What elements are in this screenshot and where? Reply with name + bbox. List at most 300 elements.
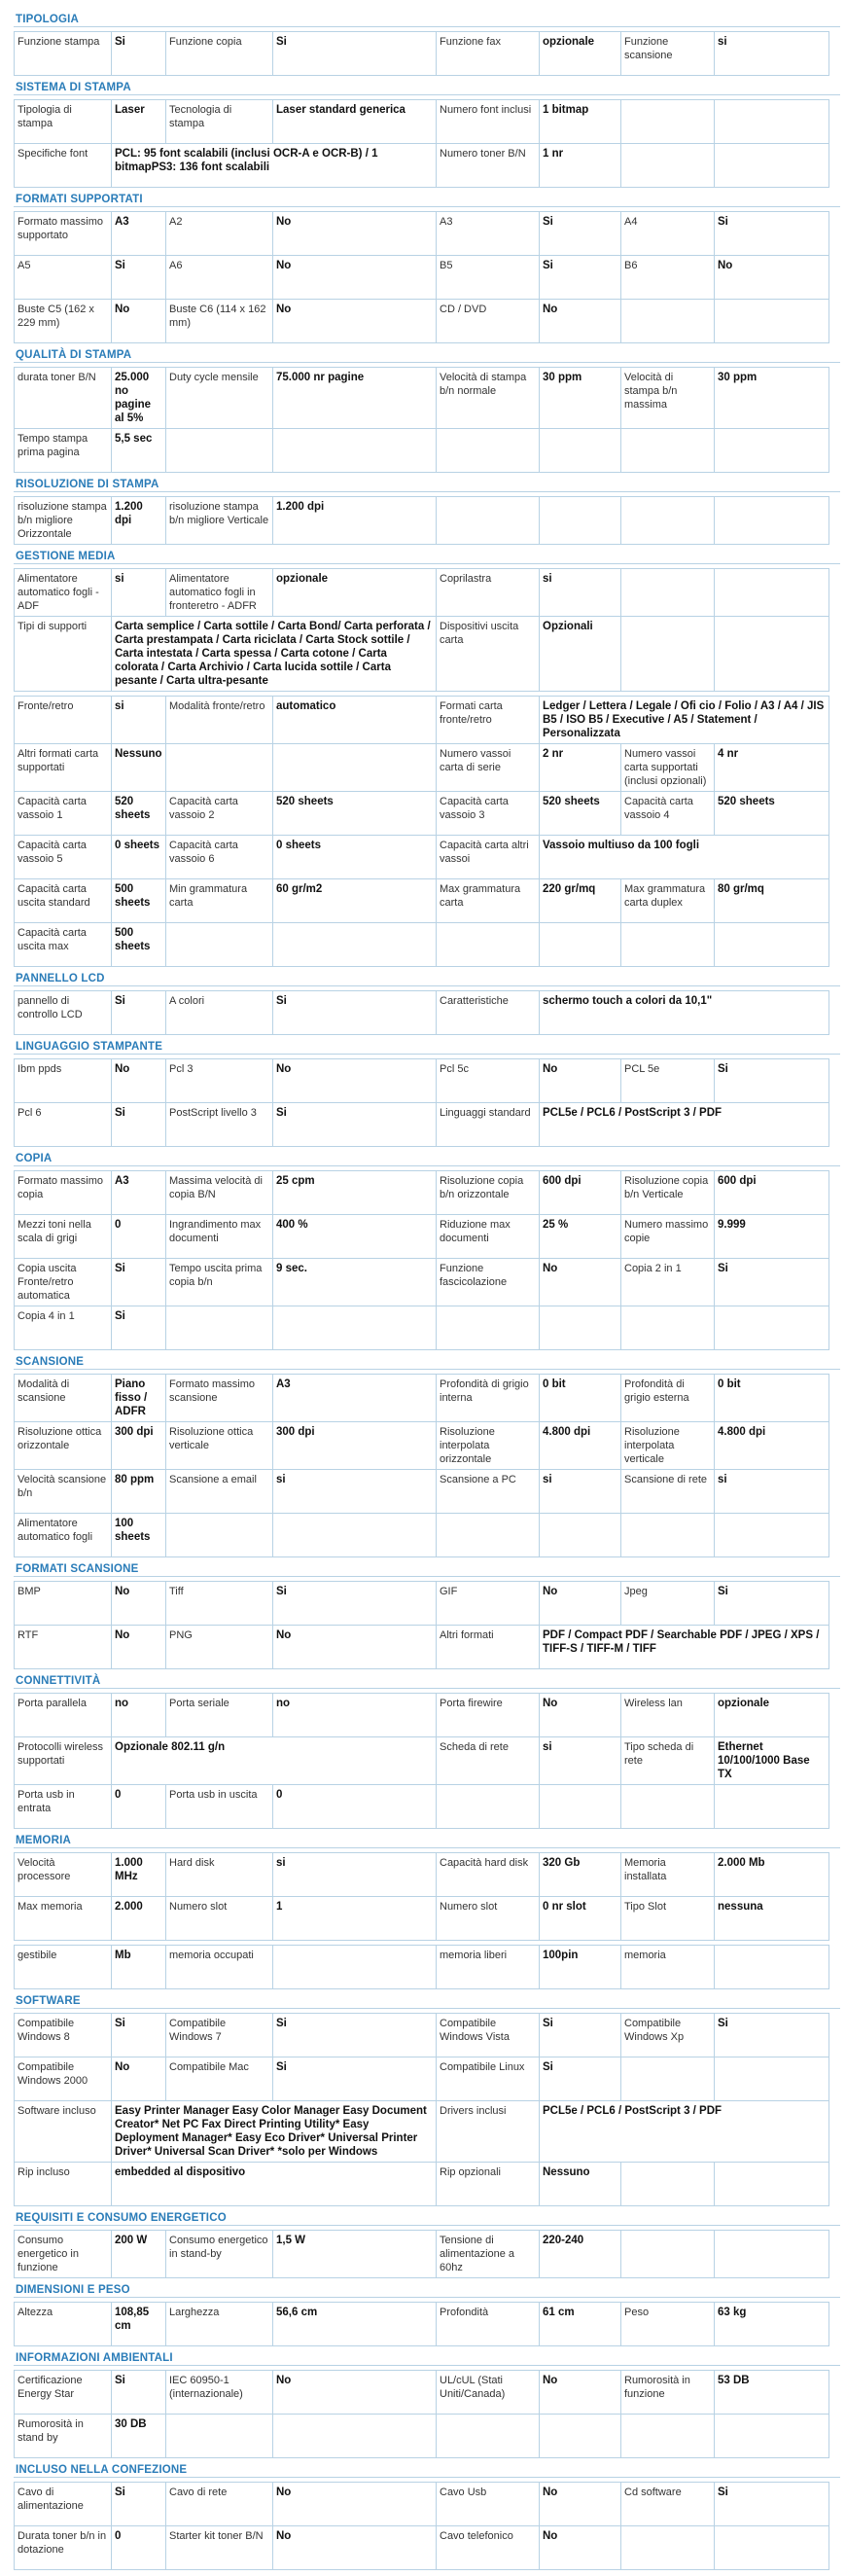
spec-table bbox=[14, 1170, 829, 1350]
spec-table bbox=[14, 496, 829, 545]
spec-value: Laser bbox=[112, 100, 166, 144]
section-title: PANNELLO LCD bbox=[14, 973, 840, 986]
spec-value: 600 dpi bbox=[715, 1171, 829, 1215]
spec-label: Compatibile Mac bbox=[166, 2057, 273, 2101]
spec-value: Si bbox=[715, 212, 829, 256]
section-pannello-lcd bbox=[14, 973, 840, 1035]
spec-label: risoluzione stampa b/n migliore Verticale bbox=[166, 497, 273, 545]
spec-value: PDF / Compact PDF / Searchable PDF / JPEG / XPS / TIFF-S / TIFF-M / TIFF bbox=[540, 1626, 829, 1669]
table-row bbox=[15, 2101, 829, 2163]
spec-label: Specifiche font bbox=[15, 144, 112, 188]
spec-label: PNG bbox=[166, 1626, 273, 1669]
spec-value: PCL: 95 font scalabili (inclusi OCR-A e OCR-B) / 1 bitmapPS3: 136 font scalabili bbox=[112, 144, 437, 188]
spec-label: Scheda di rete bbox=[437, 1737, 540, 1785]
spec-value: Si bbox=[540, 212, 621, 256]
spec-label bbox=[621, 2231, 715, 2278]
spec-label: Drivers inclusi bbox=[437, 2101, 540, 2163]
spec-label: Consumo energetico in funzione bbox=[15, 2231, 112, 2278]
spec-value bbox=[715, 300, 829, 343]
section-linguaggio-stampante bbox=[14, 1041, 840, 1147]
spec-table bbox=[14, 696, 829, 967]
section-title: MEMORIA bbox=[14, 1835, 840, 1848]
table-row bbox=[15, 1853, 829, 1897]
table-row bbox=[15, 923, 829, 967]
section-title: DIMENSIONI E PESO bbox=[14, 2284, 840, 2298]
spec-value: Nessuno bbox=[112, 744, 166, 792]
table-row bbox=[15, 569, 829, 617]
spec-value: No bbox=[112, 1582, 166, 1626]
spec-label: Software incluso bbox=[15, 2101, 112, 2163]
spec-label: Capacità carta uscita standard bbox=[15, 879, 112, 923]
spec-label: memoria bbox=[621, 1946, 715, 1989]
spec-label bbox=[437, 429, 540, 473]
spec-value bbox=[715, 1946, 829, 1989]
spec-value: No bbox=[273, 1059, 437, 1103]
spec-value: Ledger / Lettera / Legale / Ofi cio / Folio / A3 / A4 / JIS B5 / ISO B5 / Executive / A5 / Statement / Personalizzata bbox=[540, 697, 829, 744]
spec-value: Si bbox=[112, 991, 166, 1035]
spec-label: A5 bbox=[15, 256, 112, 300]
table-row bbox=[15, 1470, 829, 1514]
spec-table bbox=[14, 367, 829, 473]
spec-label: RTF bbox=[15, 1626, 112, 1669]
spec-label: Min grammatura carta bbox=[166, 879, 273, 923]
spec-label: Altri formati carta supportati bbox=[15, 744, 112, 792]
spec-value: No bbox=[540, 1059, 621, 1103]
spec-value: Si bbox=[112, 1103, 166, 1147]
spec-value: 1 nr bbox=[540, 144, 621, 188]
spec-label: Velocità scansione b/n bbox=[15, 1470, 112, 1514]
spec-value: 2.000 Mb bbox=[715, 1853, 829, 1897]
spec-label: Starter kit toner B/N bbox=[166, 2526, 273, 2570]
spec-value bbox=[715, 923, 829, 967]
spec-label: Tensione di alimentazione a 60hz bbox=[437, 2231, 540, 2278]
spec-label bbox=[621, 569, 715, 617]
spec-label: Rip opzionali bbox=[437, 2163, 540, 2206]
table-row bbox=[15, 1694, 829, 1737]
spec-value: 80 ppm bbox=[112, 1470, 166, 1514]
spec-value: 9 sec. bbox=[273, 1259, 437, 1306]
table-row bbox=[15, 256, 829, 300]
spec-label: Compatibile Windows Vista bbox=[437, 2014, 540, 2057]
spec-label bbox=[166, 2415, 273, 2458]
section-title: REQUISITI E CONSUMO ENERGETICO bbox=[14, 2212, 840, 2226]
section-title: INCLUSO NELLA CONFEZIONE bbox=[14, 2464, 840, 2478]
spec-value bbox=[715, 497, 829, 545]
table-row bbox=[15, 1059, 829, 1103]
section-title: GESTIONE MEDIA bbox=[14, 551, 840, 564]
spec-label: Jpeg bbox=[621, 1582, 715, 1626]
spec-value: No bbox=[540, 300, 621, 343]
spec-label bbox=[437, 1785, 540, 1829]
spec-value: 0 bbox=[112, 1785, 166, 1829]
spec-value: 75.000 nr pagine bbox=[273, 368, 437, 429]
table-row bbox=[15, 1626, 829, 1669]
spec-value: 520 sheets bbox=[273, 792, 437, 836]
spec-value: si bbox=[273, 1470, 437, 1514]
spec-value: 2 nr bbox=[540, 744, 621, 792]
spec-value: No bbox=[112, 2057, 166, 2101]
spec-value: No bbox=[540, 1582, 621, 1626]
spec-value: Piano fisso / ADFR bbox=[112, 1375, 166, 1422]
spec-value: si bbox=[540, 1470, 621, 1514]
table-row bbox=[15, 1103, 829, 1147]
spec-value: Si bbox=[273, 1582, 437, 1626]
spec-label: Numero vassoi carta di serie bbox=[437, 744, 540, 792]
spec-value bbox=[273, 429, 437, 473]
spec-value: 9.999 bbox=[715, 1215, 829, 1259]
table-row bbox=[15, 2014, 829, 2057]
section-title: SOFTWARE bbox=[14, 1995, 840, 2009]
spec-label: Numero font inclusi bbox=[437, 100, 540, 144]
spec-label: Pcl 3 bbox=[166, 1059, 273, 1103]
table-row bbox=[15, 32, 829, 76]
spec-label: Velocità di stampa b/n normale bbox=[437, 368, 540, 429]
spec-table bbox=[14, 1945, 829, 1989]
spec-value bbox=[273, 923, 437, 967]
spec-value bbox=[715, 2526, 829, 2570]
spec-label: Risoluzione ottica verticale bbox=[166, 1422, 273, 1470]
spec-value bbox=[273, 1946, 437, 1989]
spec-value: 220-240 bbox=[540, 2231, 621, 2278]
spec-label: Profondità di grigio esterna bbox=[621, 1375, 715, 1422]
table-row bbox=[15, 212, 829, 256]
spec-value: 600 dpi bbox=[540, 1171, 621, 1215]
spec-table bbox=[14, 99, 829, 188]
section-requisiti-e-consumo-energetico bbox=[14, 2212, 840, 2278]
spec-label: Certificazione Energy Star bbox=[15, 2371, 112, 2415]
spec-label: Velocità di stampa b/n massima bbox=[621, 368, 715, 429]
spec-label: Numero vassoi carta supportati (inclusi opzionali) bbox=[621, 744, 715, 792]
spec-label: Tiff bbox=[166, 1582, 273, 1626]
spec-label: Compatibile Windows Xp bbox=[621, 2014, 715, 2057]
spec-value bbox=[273, 744, 437, 792]
spec-value: 25.000 no pagine al 5% bbox=[112, 368, 166, 429]
spec-table bbox=[14, 1581, 829, 1669]
table-row bbox=[15, 2303, 829, 2346]
table-row bbox=[15, 991, 829, 1035]
spec-table bbox=[14, 568, 829, 692]
spec-label: Durata toner b/n in dotazione bbox=[15, 2526, 112, 2570]
spec-label: Compatibile Windows 7 bbox=[166, 2014, 273, 2057]
spec-value: PCL5e / PCL6 / PostScript 3 / PDF bbox=[540, 1103, 829, 1147]
spec-value: 400 % bbox=[273, 1215, 437, 1259]
section-copia bbox=[14, 1153, 840, 1350]
spec-table bbox=[14, 990, 829, 1035]
spec-value: No bbox=[540, 1694, 621, 1737]
spec-label: A colori bbox=[166, 991, 273, 1035]
spec-label: Velocità processore bbox=[15, 1853, 112, 1897]
table-row bbox=[15, 1306, 829, 1350]
spec-value: Si bbox=[112, 2014, 166, 2057]
spec-label: B5 bbox=[437, 256, 540, 300]
spec-value: 520 sheets bbox=[540, 792, 621, 836]
spec-value: Si bbox=[112, 1259, 166, 1306]
spec-label: CD / DVD bbox=[437, 300, 540, 343]
spec-value bbox=[540, 2415, 621, 2458]
spec-label: Coprilastra bbox=[437, 569, 540, 617]
spec-label: Compatibile Linux bbox=[437, 2057, 540, 2101]
spec-value: 300 dpi bbox=[273, 1422, 437, 1470]
spec-label: Duty cycle mensile bbox=[166, 368, 273, 429]
spec-value: 200 W bbox=[112, 2231, 166, 2278]
table-row bbox=[15, 836, 829, 879]
section-risoluzione-di-stampa bbox=[14, 479, 840, 545]
spec-value: Si bbox=[112, 1306, 166, 1350]
spec-value: Si bbox=[715, 2014, 829, 2057]
spec-label: Capacità hard disk bbox=[437, 1853, 540, 1897]
spec-value: 2.000 bbox=[112, 1897, 166, 1941]
spec-value: No bbox=[715, 256, 829, 300]
spec-value bbox=[715, 2415, 829, 2458]
spec-label: Ibm ppds bbox=[15, 1059, 112, 1103]
spec-label: Tecnologia di stampa bbox=[166, 100, 273, 144]
spec-value: Si bbox=[273, 2057, 437, 2101]
spec-label: Cavo Usb bbox=[437, 2483, 540, 2526]
table-row bbox=[15, 879, 829, 923]
section-scansione bbox=[14, 1356, 840, 1557]
spec-value: 0 bbox=[112, 1215, 166, 1259]
spec-label: Fronte/retro bbox=[15, 697, 112, 744]
spec-label bbox=[621, 497, 715, 545]
spec-label: Capacità carta vassoio 6 bbox=[166, 836, 273, 879]
spec-value: 1 bbox=[273, 1897, 437, 1941]
spec-value: no bbox=[273, 1694, 437, 1737]
spec-value bbox=[540, 429, 621, 473]
spec-label bbox=[437, 2415, 540, 2458]
table-row bbox=[15, 2526, 829, 2570]
spec-label: Max grammatura carta duplex bbox=[621, 879, 715, 923]
spec-label bbox=[437, 923, 540, 967]
spec-value: A3 bbox=[112, 212, 166, 256]
spec-value: No bbox=[273, 256, 437, 300]
spec-value: 500 sheets bbox=[112, 879, 166, 923]
spec-label: Hard disk bbox=[166, 1853, 273, 1897]
spec-label: Pcl 5c bbox=[437, 1059, 540, 1103]
spec-label bbox=[621, 429, 715, 473]
spec-label: Buste C5 (162 x 229 mm) bbox=[15, 300, 112, 343]
spec-label: Peso bbox=[621, 2303, 715, 2346]
spec-label: Mezzi toni nella scala di grigi bbox=[15, 1215, 112, 1259]
spec-label: Modalità fronte/retro bbox=[166, 697, 273, 744]
section-title: SISTEMA DI STAMPA bbox=[14, 82, 840, 95]
spec-label: Pcl 6 bbox=[15, 1103, 112, 1147]
spec-value: 0 bit bbox=[540, 1375, 621, 1422]
spec-value: 520 sheets bbox=[112, 792, 166, 836]
spec-label: Rip incluso bbox=[15, 2163, 112, 2206]
table-row bbox=[15, 1259, 829, 1306]
spec-label: A2 bbox=[166, 212, 273, 256]
spec-label: Formato massimo supportato bbox=[15, 212, 112, 256]
spec-label bbox=[621, 300, 715, 343]
spec-label: Rumorosità in stand by bbox=[15, 2415, 112, 2458]
spec-value: Si bbox=[112, 32, 166, 76]
spec-table bbox=[14, 31, 829, 76]
spec-label: Tipologia di stampa bbox=[15, 100, 112, 144]
section-incluso-nella-confezione bbox=[14, 2464, 840, 2570]
spec-label: pannello di controllo LCD bbox=[15, 991, 112, 1035]
spec-label: Altezza bbox=[15, 2303, 112, 2346]
spec-value: No bbox=[540, 1259, 621, 1306]
spec-value: No bbox=[112, 300, 166, 343]
spec-label bbox=[166, 1514, 273, 1557]
spec-label: Cavo di alimentazione bbox=[15, 2483, 112, 2526]
spec-table bbox=[14, 1852, 829, 1941]
spec-value: Carta semplice / Carta sottile / Carta Bond/ Carta perforata / Carta prestampata / Carta riciclata / Carta Stock sottile / Carta intestata / Carta spessa / Carta cotone / Carta colorata / Carta Archivio / Carta lucida sottile / Carta pesante / Carta ultra-pesante bbox=[112, 617, 437, 692]
spec-label: Alimentatore automatico fogli bbox=[15, 1514, 112, 1557]
spec-value: Nessuno bbox=[540, 2163, 621, 2206]
spec-value bbox=[540, 923, 621, 967]
spec-label: Ingrandimento max documenti bbox=[166, 1215, 273, 1259]
spec-label bbox=[166, 923, 273, 967]
spec-value bbox=[273, 1514, 437, 1557]
spec-label: Numero massimo copie bbox=[621, 1215, 715, 1259]
spec-label: Memoria installata bbox=[621, 1853, 715, 1897]
spec-label bbox=[437, 1514, 540, 1557]
table-row bbox=[15, 300, 829, 343]
spec-label: Max grammatura carta bbox=[437, 879, 540, 923]
spec-label: A3 bbox=[437, 212, 540, 256]
spec-label bbox=[437, 1306, 540, 1350]
spec-label: Numero slot bbox=[166, 1897, 273, 1941]
spec-label: Risoluzione ottica orizzontale bbox=[15, 1422, 112, 1470]
table-row bbox=[15, 1897, 829, 1941]
spec-value: Ethernet 10/100/1000 Base TX bbox=[715, 1737, 829, 1785]
table-row bbox=[15, 429, 829, 473]
spec-label: Numero toner B/N bbox=[437, 144, 540, 188]
table-row bbox=[15, 2057, 829, 2101]
spec-value: 25 % bbox=[540, 1215, 621, 1259]
spec-label: Protocolli wireless supportati bbox=[15, 1737, 112, 1785]
spec-value: 0 bit bbox=[715, 1375, 829, 1422]
section-title: CONNETTIVITÀ bbox=[14, 1675, 840, 1689]
spec-value: Si bbox=[540, 256, 621, 300]
spec-label: Profondità bbox=[437, 2303, 540, 2346]
spec-value bbox=[540, 1306, 621, 1350]
spec-table bbox=[14, 2013, 829, 2206]
section-tipologia bbox=[14, 14, 840, 76]
spec-label: Formati carta fronte/retro bbox=[437, 697, 540, 744]
table-row bbox=[15, 2231, 829, 2278]
spec-value bbox=[715, 100, 829, 144]
spec-label bbox=[166, 429, 273, 473]
spec-label: Formato massimo scansione bbox=[166, 1375, 273, 1422]
spec-label: A6 bbox=[166, 256, 273, 300]
spec-value: 108,85 cm bbox=[112, 2303, 166, 2346]
spec-label: B6 bbox=[621, 256, 715, 300]
spec-value: 1.000 MHz bbox=[112, 1853, 166, 1897]
spec-label: Alimentatore automatico fogli - ADF bbox=[15, 569, 112, 617]
spec-value: 60 gr/m2 bbox=[273, 879, 437, 923]
spec-value bbox=[715, 2231, 829, 2278]
spec-value: 0 sheets bbox=[273, 836, 437, 879]
spec-value: 320 Gb bbox=[540, 1853, 621, 1897]
spec-label: Copia 2 in 1 bbox=[621, 1259, 715, 1306]
section-gestione-media bbox=[14, 551, 840, 967]
section-title: QUALITÀ DI STAMPA bbox=[14, 349, 840, 363]
spec-value: Opzionali bbox=[540, 617, 621, 692]
spec-value bbox=[273, 2415, 437, 2458]
spec-value: Si bbox=[715, 1259, 829, 1306]
spec-label: IEC 60950-1 (internazionale) bbox=[166, 2371, 273, 2415]
table-row bbox=[15, 2163, 829, 2206]
spec-value: Si bbox=[273, 1103, 437, 1147]
spec-value: No bbox=[540, 2483, 621, 2526]
spec-label: Compatibile Windows 8 bbox=[15, 2014, 112, 2057]
table-row bbox=[15, 100, 829, 144]
spec-value bbox=[715, 429, 829, 473]
spec-label: Capacità carta vassoio 4 bbox=[621, 792, 715, 836]
spec-label: Porta usb in uscita bbox=[166, 1785, 273, 1829]
table-row bbox=[15, 2483, 829, 2526]
spec-label: PostScript livello 3 bbox=[166, 1103, 273, 1147]
spec-value: 5,5 sec bbox=[112, 429, 166, 473]
spec-value: 1.200 dpi bbox=[273, 497, 437, 545]
spec-value: 0 nr slot bbox=[540, 1897, 621, 1941]
spec-table bbox=[14, 211, 829, 343]
spec-value: no bbox=[112, 1694, 166, 1737]
section-formati-scansione bbox=[14, 1563, 840, 1669]
spec-value: 4.800 dpi bbox=[540, 1422, 621, 1470]
spec-value: Si bbox=[715, 2483, 829, 2526]
spec-label: UL/cUL (Stati Uniti/Canada) bbox=[437, 2371, 540, 2415]
spec-label: Cd software bbox=[621, 2483, 715, 2526]
spec-label: gestibile bbox=[15, 1946, 112, 1989]
spec-label: Risoluzione interpolata verticale bbox=[621, 1422, 715, 1470]
spec-label: Funzione copia bbox=[166, 32, 273, 76]
spec-label: Scansione a email bbox=[166, 1470, 273, 1514]
section-formati-supportati bbox=[14, 194, 840, 343]
spec-value: si bbox=[112, 697, 166, 744]
table-row bbox=[15, 617, 829, 692]
spec-label: Linguaggi standard bbox=[437, 1103, 540, 1147]
spec-label: Max memoria bbox=[15, 1897, 112, 1941]
table-row bbox=[15, 1582, 829, 1626]
spec-value: si bbox=[715, 32, 829, 76]
spec-value: 80 gr/mq bbox=[715, 879, 829, 923]
spec-label: Scansione di rete bbox=[621, 1470, 715, 1514]
spec-table bbox=[14, 1374, 829, 1557]
spec-value: si bbox=[715, 1470, 829, 1514]
spec-label bbox=[621, 1306, 715, 1350]
table-row bbox=[15, 1946, 829, 1989]
spec-label: Cavo di rete bbox=[166, 2483, 273, 2526]
spec-value: 0 bbox=[273, 1785, 437, 1829]
spec-label: Porta parallela bbox=[15, 1694, 112, 1737]
table-row bbox=[15, 1785, 829, 1829]
table-row bbox=[15, 497, 829, 545]
spec-value: Si bbox=[273, 2014, 437, 2057]
spec-label: Alimentatore automatico fogli in fronteretro - ADFR bbox=[166, 569, 273, 617]
spec-label: Caratteristiche bbox=[437, 991, 540, 1035]
spec-label bbox=[621, 2057, 715, 2101]
spec-label: PCL 5e bbox=[621, 1059, 715, 1103]
spec-label: durata toner B/N bbox=[15, 368, 112, 429]
spec-label bbox=[166, 1306, 273, 1350]
spec-value: Opzionale 802.11 g/n bbox=[112, 1737, 437, 1785]
section-software bbox=[14, 1995, 840, 2206]
spec-label: Compatibile Windows 2000 bbox=[15, 2057, 112, 2101]
spec-label: memoria occupati bbox=[166, 1946, 273, 1989]
spec-value: Si bbox=[112, 2371, 166, 2415]
spec-label bbox=[621, 923, 715, 967]
section-title: FORMATI SUPPORTATI bbox=[14, 194, 840, 207]
spec-value: Laser standard generica bbox=[273, 100, 437, 144]
spec-label: Modalità di scansione bbox=[15, 1375, 112, 1422]
spec-value: 0 bbox=[112, 2526, 166, 2570]
spec-label bbox=[621, 100, 715, 144]
spec-value: 100pin bbox=[540, 1946, 621, 1989]
spec-label bbox=[437, 497, 540, 545]
